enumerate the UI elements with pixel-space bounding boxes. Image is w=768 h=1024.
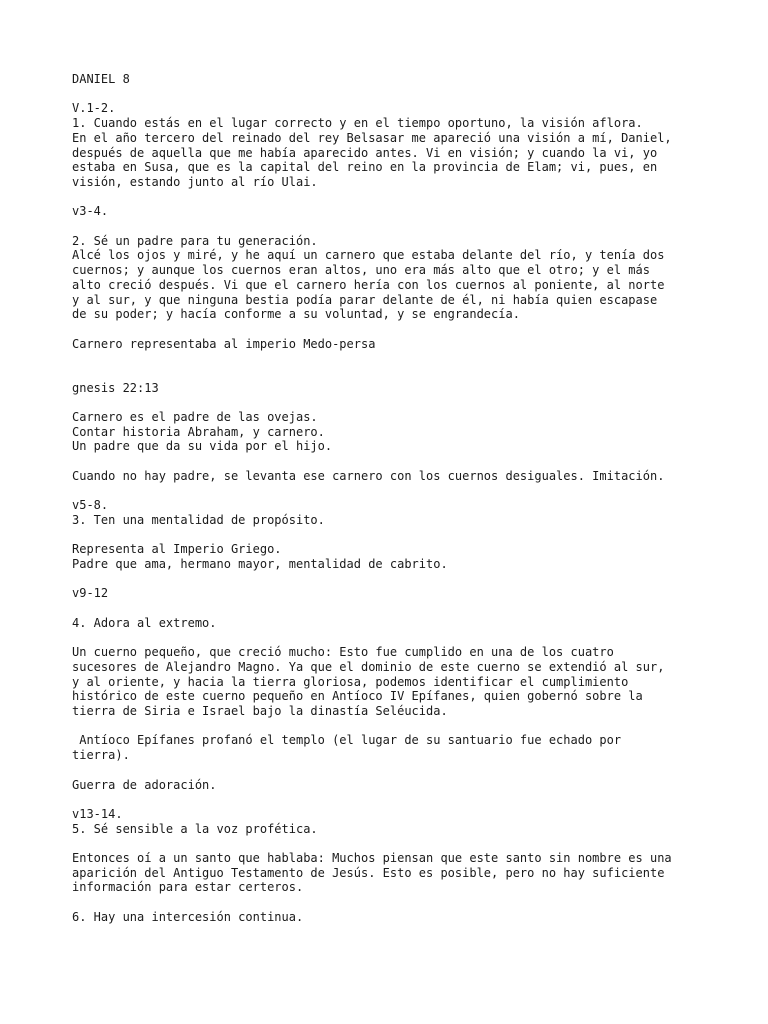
text-line: Alcé los ojos y miré, y he aquí un carnero que estaba delante del río, y tenía dos bbox=[72, 248, 665, 263]
text-line: y al oriente, y hacia la tierra gloriosa, podemos identificar el cumplimiento bbox=[72, 674, 629, 689]
text-line: alto creció después. Vi que el carnero hería con los cuernos al poniente, al norte bbox=[72, 277, 665, 292]
text-line: sucesores de Alejandro Magno. Ya que el dominio de este cuerno se extendió al sur, bbox=[72, 659, 665, 674]
document-paragraph bbox=[72, 586, 712, 601]
text-line: En el año tercero del reinado del rey Belsasar me apareció una visión a mí, Daniel, bbox=[72, 130, 672, 145]
text-line: tierra de Siria e Israel bajo la dinastía Seléucida. bbox=[72, 704, 448, 719]
document-paragraph bbox=[72, 234, 712, 322]
blank-gap bbox=[72, 366, 712, 381]
document-paragraph bbox=[72, 807, 712, 836]
text-line: DANIEL 8 bbox=[72, 72, 130, 86]
text-line: Carnero representaba al imperio Medo-persa bbox=[72, 336, 376, 351]
document-paragraph bbox=[72, 616, 712, 631]
text-line: Cuando no hay padre, se levanta ese carnero con los cuernos desiguales. Imitación. bbox=[72, 468, 665, 483]
text-line: 2. Sé un padre para tu generación. bbox=[72, 233, 318, 248]
text-line: Representa al Imperio Griego. bbox=[72, 542, 282, 557]
text-line: Guerra de adoración. bbox=[72, 777, 217, 792]
document-paragraph bbox=[72, 381, 712, 396]
text-line: tierra). bbox=[72, 748, 130, 763]
document-paragraph bbox=[72, 910, 712, 925]
text-line: v9-12 bbox=[72, 586, 109, 601]
text-line: v5-8. bbox=[72, 498, 109, 513]
text-line: 6. Hay una intercesión continua. bbox=[72, 909, 304, 924]
text-line: 3. Ten una mentalidad de propósito. bbox=[72, 512, 325, 527]
text-line: gnesis 22:13 bbox=[72, 380, 159, 395]
text-line: y al sur, y que ninguna bestia podía parar delante de él, ni había quien escapase bbox=[72, 292, 658, 307]
text-line: Un padre que da su vida por el hijo. bbox=[72, 439, 333, 454]
text-line: 4. Adora al extremo. bbox=[72, 615, 217, 630]
text-line: información para estar certeros. bbox=[72, 880, 304, 895]
document-paragraph bbox=[72, 851, 712, 895]
text-line: de su poder; y hacía conforme a su voluntad, y se engrandecía. bbox=[72, 307, 520, 322]
text-line: Carnero es el padre de las ovejas. bbox=[72, 410, 318, 425]
text-line: estaba en Susa, que es la capital del reino en la provincia de Elam; vi, pues, en bbox=[72, 160, 658, 175]
document-paragraph bbox=[72, 337, 712, 352]
document-paragraph bbox=[72, 204, 712, 219]
text-line: aparición del Antiguo Testamento de Jesús. Esto es posible, pero no hay suficiente bbox=[72, 865, 665, 880]
text-line: cuernos; y aunque los cuernos eran altos, uno era más alto que el otro; y el más bbox=[72, 263, 650, 278]
text-line: 1. Cuando estás en el lugar correcto y en el tiempo oportuno, la visión aflora. bbox=[72, 116, 643, 131]
document-paragraph bbox=[72, 72, 712, 87]
document-paragraph bbox=[72, 733, 712, 762]
document-paragraph bbox=[72, 469, 712, 484]
document-paragraph bbox=[72, 498, 712, 527]
text-line: después de aquella que me había aparecido antes. Vi en visión; y cuando la vi, yo bbox=[72, 145, 658, 160]
text-line: Contar historia Abraham, y carnero. bbox=[72, 424, 325, 439]
text-line: Entonces oí a un santo que hablaba: Muchos piensan que este santo sin nombre es una bbox=[72, 851, 672, 865]
text-line: V.1-2. bbox=[72, 101, 116, 116]
text-line: 5. Sé sensible a la voz profética. bbox=[72, 821, 318, 836]
document-paragraph bbox=[72, 101, 712, 189]
document-paragraph bbox=[72, 645, 712, 719]
text-line: v13-14. bbox=[72, 806, 123, 821]
document-paragraph bbox=[72, 778, 712, 793]
text-line: visión, estando junto al río Ulai. bbox=[72, 174, 318, 189]
document-paragraph bbox=[72, 410, 712, 454]
text-line: Antíoco Epífanes profanó el templo (el lugar de su santuario fue echado por bbox=[72, 733, 622, 748]
document-page bbox=[72, 72, 712, 939]
text-line: Padre que ama, hermano mayor, mentalidad de cabrito. bbox=[72, 557, 448, 572]
text-line: v3-4. bbox=[72, 204, 109, 219]
document-paragraph bbox=[72, 542, 712, 571]
text-line: histórico de este cuerno pequeño en Antíoco IV Epífanes, quien gobernó sobre la bbox=[72, 689, 643, 704]
text-line: Un cuerno pequeño, que creció mucho: Esto fue cumplido en una de los cuatro bbox=[72, 645, 614, 660]
